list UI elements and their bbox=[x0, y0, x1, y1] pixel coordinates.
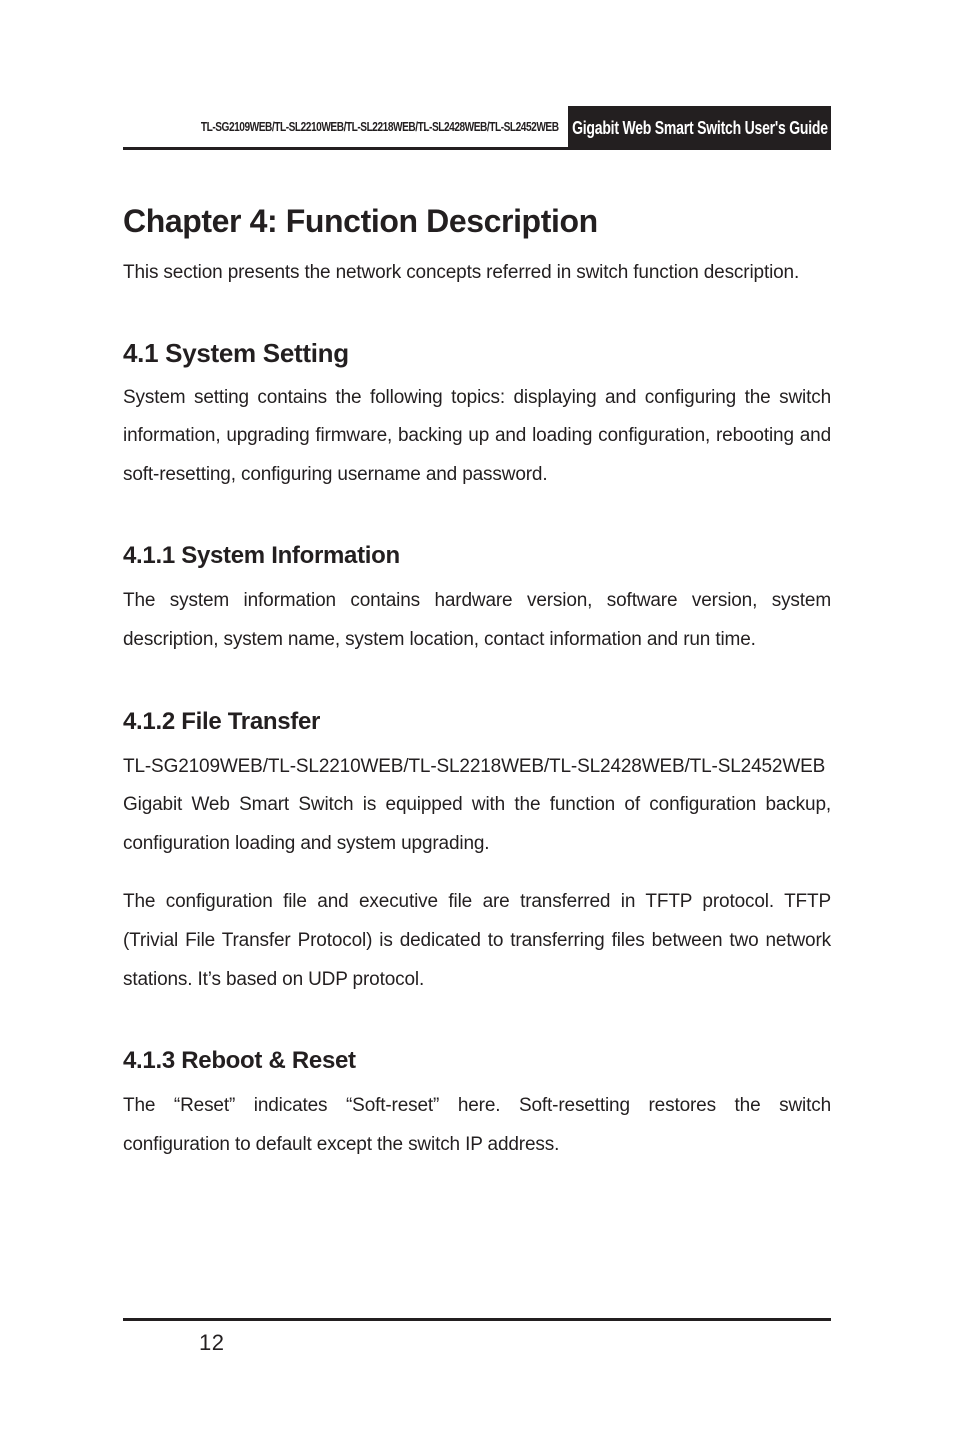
page-header bbox=[123, 106, 831, 150]
chapter-intro: This section presents the network concepts referred in switch function description. bbox=[123, 262, 800, 283]
section-4-1-title: 4.1 System Setting bbox=[123, 337, 349, 368]
page-content bbox=[123, 198, 831, 1164]
header-guide-title: Gigabit Web Smart Switch User's Guide bbox=[571, 117, 828, 138]
section-4-1-2-title: 4.1.2 File Transfer bbox=[123, 707, 321, 735]
section-4-1-2-body-2: The configuration file and executive file are transferred in TFTP protocol. TFTP (Trivial File Transfer Protocol) is dedicated to transferring files between two network stations. It’s based on UDP protocol. bbox=[123, 891, 831, 990]
chapter-title: Chapter 4: Function Description bbox=[123, 203, 598, 239]
section-4-1-1-body: The system information contains hardware version, software version, system description, system name, system location, contact information and run time. bbox=[123, 590, 831, 650]
footer-divider bbox=[123, 1318, 831, 1321]
section-4-1-3-title: 4.1.3 Reboot & Reset bbox=[123, 1047, 356, 1075]
section-4-1-3-body: The “Reset” indicates “Soft-reset” here. Soft-resetting restores the switch configuration to default except the switch IP address. bbox=[123, 1095, 831, 1155]
header-model-list: TL-SG2109WEB/TL-SL2210WEB/TL-SL2218WEB/TL-SL2428WEB/TL-SL2452WEB bbox=[201, 119, 559, 134]
header-guide-title-box bbox=[568, 106, 831, 150]
section-4-1-body: System setting contains the following topics: displaying and configuring the switch information, upgrading firmware, backing up and loading configuration, rebooting and soft-resetting, configuring username and password. bbox=[123, 386, 831, 485]
section-4-1-2-body-1: TL-SG2109WEB/TL-SL2210WEB/TL-SL2218WEB/TL-SL2428WEB/TL-SL2452WEB Gigabit Web Smart Switch is equipped with the function of configuration backup, configuration loading and system upgrading. bbox=[123, 755, 831, 854]
page-number: 12 bbox=[199, 1330, 225, 1355]
section-4-1-1-title: 4.1.1 System Information bbox=[123, 542, 400, 570]
